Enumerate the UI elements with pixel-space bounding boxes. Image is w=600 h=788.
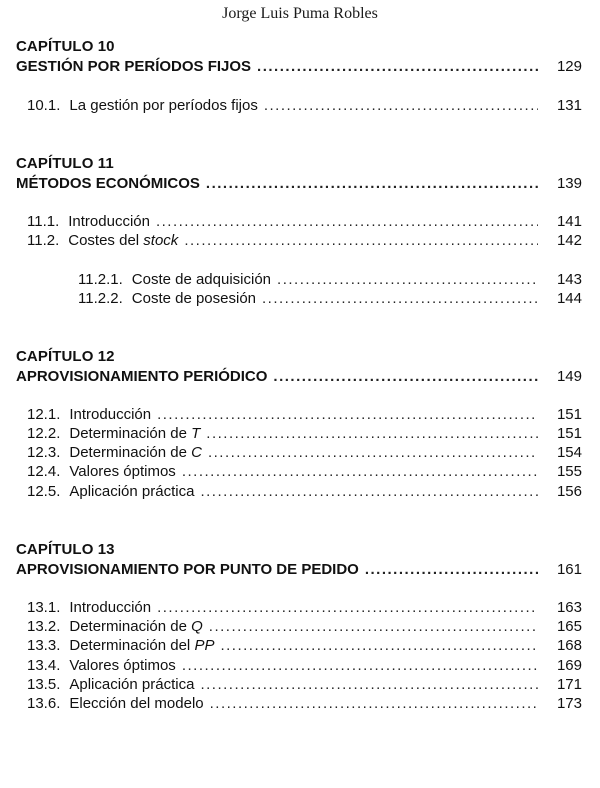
section-title: Introducción	[69, 406, 152, 423]
toc-entry-11-2-1[interactable]	[78, 271, 582, 291]
leader-dots	[220, 637, 538, 654]
chapter-12-label: CAPÍTULO 12	[16, 348, 115, 365]
leader-dots	[182, 463, 538, 480]
section-number: 12.2.	[27, 425, 61, 442]
section-number: 12.5.	[27, 483, 61, 500]
toc-entry-13-5[interactable]	[27, 676, 582, 696]
chapter-title: APROVISIONAMIENTO POR PUNTO DE PEDIDO	[16, 561, 359, 578]
subsection-number: 11.2.1.	[78, 271, 123, 288]
toc-entry-12-2[interactable]	[27, 425, 582, 445]
subsection-title: Coste de posesión	[131, 290, 257, 307]
leader-dots	[273, 368, 538, 385]
toc-entry-11-1[interactable]	[27, 213, 582, 233]
leader-dots	[264, 97, 538, 114]
leader-dots	[262, 290, 538, 307]
section-number: 13.1.	[27, 599, 61, 616]
toc-entry-12-1[interactable]	[27, 406, 582, 426]
section-number: 13.2.	[27, 618, 61, 635]
toc-entry-13-1[interactable]	[27, 599, 582, 619]
page-number: 161	[556, 561, 582, 578]
section-title: Determinación de	[69, 618, 192, 635]
section-number: 12.1.	[27, 406, 61, 423]
section-title: Determinación de	[69, 425, 192, 442]
leader-dots	[184, 232, 538, 249]
section-number: 13.4.	[27, 657, 61, 674]
leader-dots	[157, 599, 538, 616]
page-number: 144	[556, 290, 582, 307]
page-number: 143	[556, 271, 582, 288]
section-title-emphasis: C	[191, 444, 202, 461]
chapter-10-label: CAPÍTULO 10	[16, 38, 115, 55]
chapter-title: GESTIÓN POR PERÍODOS FIJOS	[16, 58, 252, 75]
section-title-emphasis: stock	[143, 232, 179, 249]
section-number: 13.3.	[27, 637, 61, 654]
page-number: 139	[556, 175, 582, 192]
page-number: 163	[556, 599, 582, 616]
leader-dots	[208, 444, 538, 461]
toc-entry-13-3[interactable]	[27, 637, 582, 657]
toc-entry-12-3[interactable]	[27, 444, 582, 464]
subsection-title: Coste de adquisición	[131, 271, 272, 288]
toc-entry-13-2[interactable]	[27, 618, 582, 638]
chapter-13-title-row[interactable]	[16, 561, 582, 581]
section-title-emphasis: Q	[191, 618, 203, 635]
section-number: 10.1.	[27, 97, 61, 114]
section-title: Costes del	[68, 232, 144, 249]
section-title: Determinación de	[69, 444, 192, 461]
page-number: 151	[556, 406, 582, 423]
page-header-author: Jorge Luis Puma Robles	[222, 5, 378, 22]
page-number: 149	[556, 368, 582, 385]
page-number: 165	[556, 618, 582, 635]
leader-dots	[157, 406, 538, 423]
chapter-10-title-row[interactable]	[16, 58, 582, 78]
section-number: 13.6.	[27, 695, 61, 712]
section-number: 13.5.	[27, 676, 61, 693]
section-title: Valores óptimos	[69, 463, 176, 480]
page-number: 155	[556, 463, 582, 480]
section-number: 11.1.	[27, 213, 60, 230]
section-title: Introducción	[68, 213, 150, 230]
section-title: Aplicación práctica	[69, 483, 195, 500]
chapter-title: APROVISIONAMIENTO PERIÓDICO	[16, 368, 268, 385]
leader-dots	[277, 271, 538, 288]
page-number: 129	[556, 58, 582, 75]
page-number: 156	[556, 483, 582, 500]
chapter-12-title-row[interactable]	[16, 368, 582, 388]
toc-entry-11-2[interactable]	[27, 232, 582, 252]
toc-entry-11-2-2[interactable]	[78, 290, 582, 310]
leader-dots	[206, 175, 538, 192]
section-title: Introducción	[69, 599, 152, 616]
toc-entry-10-1[interactable]	[27, 97, 582, 117]
subsection-number: 11.2.2.	[78, 290, 123, 307]
page-number: 142	[556, 232, 582, 249]
toc-entry-12-4[interactable]	[27, 463, 582, 483]
section-number: 12.4.	[27, 463, 61, 480]
section-title: Elección del modelo	[69, 695, 204, 712]
section-title: Determinación del	[69, 637, 195, 654]
section-title: Valores óptimos	[69, 657, 176, 674]
section-title-emphasis: PP	[194, 637, 215, 654]
leader-dots	[200, 676, 538, 693]
page-number: 169	[556, 657, 582, 674]
leader-dots	[209, 618, 538, 635]
section-title: La gestión por períodos fijos	[69, 97, 258, 114]
page-number: 154	[556, 444, 582, 461]
chapter-11-title-row[interactable]	[16, 175, 582, 195]
leader-dots	[200, 483, 538, 500]
chapter-13-label: CAPÍTULO 13	[16, 541, 115, 558]
page-number: 141	[556, 213, 582, 230]
leader-dots	[206, 425, 538, 442]
leader-dots	[182, 657, 538, 674]
chapter-11-label: CAPÍTULO 11	[16, 155, 114, 172]
leader-dots	[210, 695, 538, 712]
toc-entry-13-4[interactable]	[27, 657, 582, 677]
section-title-emphasis: T	[191, 425, 201, 442]
leader-dots	[156, 213, 538, 230]
chapter-title: MÉTODOS ECONÓMICOS	[16, 175, 200, 192]
page-number: 168	[556, 637, 582, 654]
toc-entry-13-6[interactable]	[27, 695, 582, 715]
leader-dots	[257, 58, 538, 75]
page-number: 171	[556, 676, 582, 693]
page-number: 173	[556, 695, 582, 712]
toc-entry-12-5[interactable]	[27, 483, 582, 503]
page-number: 131	[556, 97, 582, 114]
section-title: Aplicación práctica	[69, 676, 195, 693]
page-number: 151	[556, 425, 582, 442]
section-number: 11.2.	[27, 232, 60, 249]
section-number: 12.3.	[27, 444, 61, 461]
leader-dots	[365, 561, 538, 578]
